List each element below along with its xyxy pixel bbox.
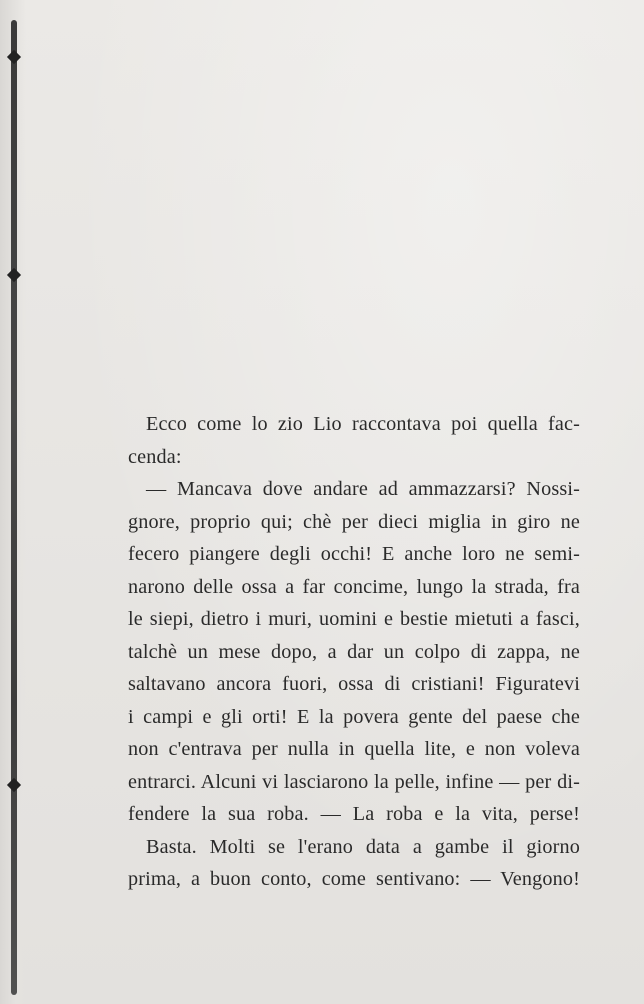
text-line: narono delle ossa a far concime, lungo la strada, fra [128, 575, 580, 598]
text-line: non c'entrava per nulla in quella lite, e non voleva [128, 738, 580, 760]
text-line: le siepi, dietro i muri, uomini e bestie mietuti a fasci, [128, 608, 580, 630]
binding-notch-top [7, 50, 21, 64]
binding-notch-middle [7, 268, 21, 282]
text-line: gnore, proprio qui; chè per dieci miglia in giro ne [128, 510, 580, 533]
binding-edge [0, 0, 26, 1004]
binding-notch-lower [7, 778, 21, 792]
text-line: Ecco come lo zio Lio raccontava poi quella fac- [146, 413, 580, 435]
text-line: cenda: [128, 445, 182, 468]
text-line: — Mancava dove andare ad ammazzarsi? Nossi- [146, 478, 580, 500]
text-line: i campi e gli orti! E la povera gente del paese che [128, 705, 580, 728]
text-line: fecero piangere degli occhi! E anche loro ne semi- [128, 543, 580, 565]
text-line: entrarci. Alcuni vi lasciarono la pelle, infine — per di- [128, 770, 580, 793]
body-text [128, 408, 580, 896]
text-line: fendere la sua roba. — La roba e la vita, perse! [128, 803, 580, 825]
text-line: talchè un mese dopo, a dar un colpo di zappa, ne [128, 640, 580, 663]
binding-shadow [11, 20, 17, 995]
text-line: saltavano ancora fuori, ossa di cristiani! Figuratevi [128, 673, 580, 695]
text-line: Basta. Molti se l'erano data a gambe il giorno [146, 835, 580, 858]
text-line: prima, a buon conto, come sentivano: — Vengono! [128, 868, 580, 890]
